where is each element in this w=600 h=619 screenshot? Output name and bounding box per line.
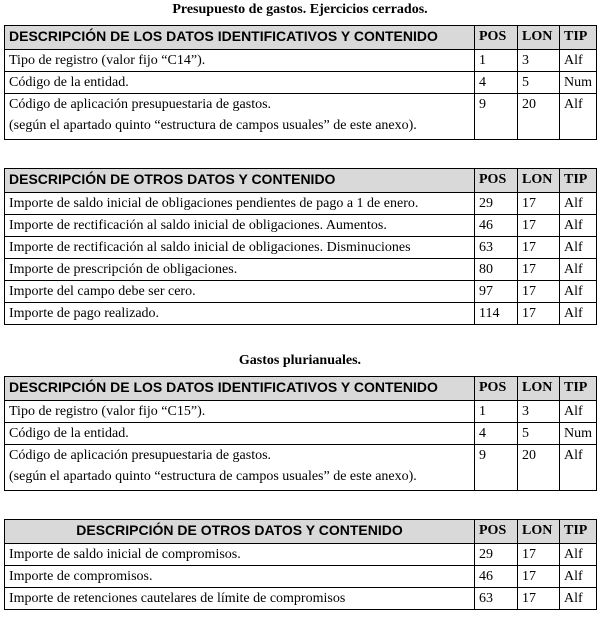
table-row bbox=[5, 94, 597, 140]
cell-lon: 17 bbox=[518, 588, 560, 610]
cell-tip: Alf bbox=[560, 544, 597, 566]
cell-tip: Num bbox=[560, 72, 597, 94]
cell-lon: 17 bbox=[518, 193, 560, 215]
cell-descripcion: Tipo de registro (valor fijo “C15”). bbox=[5, 401, 475, 423]
cell-tip: Alf bbox=[560, 445, 597, 491]
cell-line-1: Código de aplicación presupuestaria de gastos. bbox=[9, 448, 272, 463]
section-title-ejercicios-cerrados: Presupuesto de gastos. Ejercicios cerrados. bbox=[172, 2, 428, 17]
section-title-gastos-plurianuales: Gastos plurianuales. bbox=[238, 353, 362, 368]
table-identificativos-c14 bbox=[4, 25, 597, 140]
cell-lon: 20 bbox=[518, 94, 560, 140]
cell-tip: Alf bbox=[560, 193, 597, 215]
table-header-row bbox=[5, 520, 597, 544]
cell-tip: Alf bbox=[560, 94, 597, 140]
column-header-lon: LON bbox=[518, 377, 560, 401]
table-otros-datos-plurianuales bbox=[4, 519, 597, 610]
cell-pos: 46 bbox=[475, 215, 518, 237]
cell-line-2: (según el apartado quinto “estructura de campos usuales” de este anexo). bbox=[9, 118, 417, 133]
table-row bbox=[5, 566, 597, 588]
cell-tip: Alf bbox=[560, 50, 597, 72]
cell-tip: Alf bbox=[560, 215, 597, 237]
cell-pos: 29 bbox=[475, 544, 518, 566]
cell-tip: Num bbox=[560, 423, 597, 445]
cell-lon: 17 bbox=[518, 215, 560, 237]
cell-pos: 1 bbox=[475, 401, 518, 423]
table-row bbox=[5, 401, 597, 423]
table-row bbox=[5, 588, 597, 610]
cell-pos: 9 bbox=[475, 445, 518, 491]
table-row bbox=[5, 445, 597, 491]
cell-tip: Alf bbox=[560, 401, 597, 423]
cell-tip: Alf bbox=[560, 303, 597, 325]
column-header-pos: POS bbox=[475, 520, 518, 544]
cell-descripcion bbox=[5, 94, 475, 140]
cell-tip: Alf bbox=[560, 259, 597, 281]
cell-descripcion: Importe de retenciones cautelares de límite de compromisos bbox=[5, 588, 475, 610]
cell-descripcion: Importe de compromisos. bbox=[5, 566, 475, 588]
cell-tip: Alf bbox=[560, 281, 597, 303]
cell-lon: 3 bbox=[518, 50, 560, 72]
cell-pos: 80 bbox=[475, 259, 518, 281]
cell-descripcion: Importe de saldo inicial de obligaciones pendientes de pago a 1 de enero. bbox=[5, 193, 475, 215]
cell-descripcion: Importe de rectificación al saldo inicial de obligaciones. Disminuciones bbox=[5, 237, 475, 259]
cell-lon: 17 bbox=[518, 566, 560, 588]
cell-pos: 9 bbox=[475, 94, 518, 140]
table-row bbox=[5, 50, 597, 72]
table-header-row bbox=[5, 377, 597, 401]
cell-pos: 4 bbox=[475, 72, 518, 94]
cell-descripcion: Importe del campo debe ser cero. bbox=[5, 281, 475, 303]
cell-lon: 17 bbox=[518, 259, 560, 281]
table-otros-datos-ejercicios-cerrados bbox=[4, 168, 597, 325]
cell-pos: 63 bbox=[475, 237, 518, 259]
cell-descripcion: Importe de saldo inicial de compromisos. bbox=[5, 544, 475, 566]
column-header-descripcion: DESCRIPCIÓN DE OTROS DATOS Y CONTENIDO bbox=[5, 520, 475, 544]
table-row bbox=[5, 237, 597, 259]
cell-lon: 17 bbox=[518, 281, 560, 303]
cell-pos: 46 bbox=[475, 566, 518, 588]
column-header-pos: POS bbox=[475, 169, 518, 193]
cell-lon: 5 bbox=[518, 423, 560, 445]
table-row bbox=[5, 259, 597, 281]
cell-pos: 114 bbox=[475, 303, 518, 325]
cell-lon: 3 bbox=[518, 401, 560, 423]
column-header-tip: TIP bbox=[560, 26, 597, 50]
cell-pos: 63 bbox=[475, 588, 518, 610]
cell-tip: Alf bbox=[560, 588, 597, 610]
cell-line-2: (según el apartado quinto “estructura de campos usuales” de este anexo). bbox=[9, 469, 417, 484]
column-header-tip: TIP bbox=[560, 169, 597, 193]
cell-lon: 20 bbox=[518, 445, 560, 491]
column-header-pos: POS bbox=[475, 26, 518, 50]
table-row bbox=[5, 423, 597, 445]
table-row bbox=[5, 544, 597, 566]
table-row bbox=[5, 72, 597, 94]
cell-lon: 17 bbox=[518, 544, 560, 566]
table-identificativos-c15 bbox=[4, 376, 597, 491]
cell-pos: 4 bbox=[475, 423, 518, 445]
cell-tip: Alf bbox=[560, 566, 597, 588]
column-header-tip: TIP bbox=[560, 520, 597, 544]
cell-descripcion: Importe de pago realizado. bbox=[5, 303, 475, 325]
table-row bbox=[5, 281, 597, 303]
column-header-lon: LON bbox=[518, 520, 560, 544]
column-header-descripcion: DESCRIPCIÓN DE LOS DATOS IDENTIFICATIVOS Y CONTENIDO bbox=[5, 377, 475, 401]
table-row bbox=[5, 215, 597, 237]
column-header-tip: TIP bbox=[560, 377, 597, 401]
cell-lon: 17 bbox=[518, 303, 560, 325]
table-header-row bbox=[5, 26, 597, 50]
cell-descripcion: Código de la entidad. bbox=[5, 72, 475, 94]
cell-line-1: Código de aplicación presupuestaria de gastos. bbox=[9, 97, 272, 112]
table-header-row bbox=[5, 169, 597, 193]
column-header-descripcion: DESCRIPCIÓN DE OTROS DATOS Y CONTENIDO bbox=[5, 169, 475, 193]
cell-pos: 97 bbox=[475, 281, 518, 303]
cell-pos: 29 bbox=[475, 193, 518, 215]
column-header-lon: LON bbox=[518, 26, 560, 50]
cell-descripcion: Tipo de registro (valor fijo “C14”). bbox=[5, 50, 475, 72]
cell-lon: 17 bbox=[518, 237, 560, 259]
column-header-descripcion: DESCRIPCIÓN DE LOS DATOS IDENTIFICATIVOS Y CONTENIDO bbox=[5, 26, 475, 50]
table-row bbox=[5, 303, 597, 325]
cell-tip: Alf bbox=[560, 237, 597, 259]
cell-pos: 1 bbox=[475, 50, 518, 72]
cell-lon: 5 bbox=[518, 72, 560, 94]
cell-descripcion bbox=[5, 445, 475, 491]
cell-descripcion: Importe de rectificación al saldo inicial de obligaciones. Aumentos. bbox=[5, 215, 475, 237]
table-row bbox=[5, 193, 597, 215]
cell-descripcion: Código de la entidad. bbox=[5, 423, 475, 445]
cell-descripcion: Importe de prescripción de obligaciones. bbox=[5, 259, 475, 281]
column-header-lon: LON bbox=[518, 169, 560, 193]
column-header-pos: POS bbox=[475, 377, 518, 401]
